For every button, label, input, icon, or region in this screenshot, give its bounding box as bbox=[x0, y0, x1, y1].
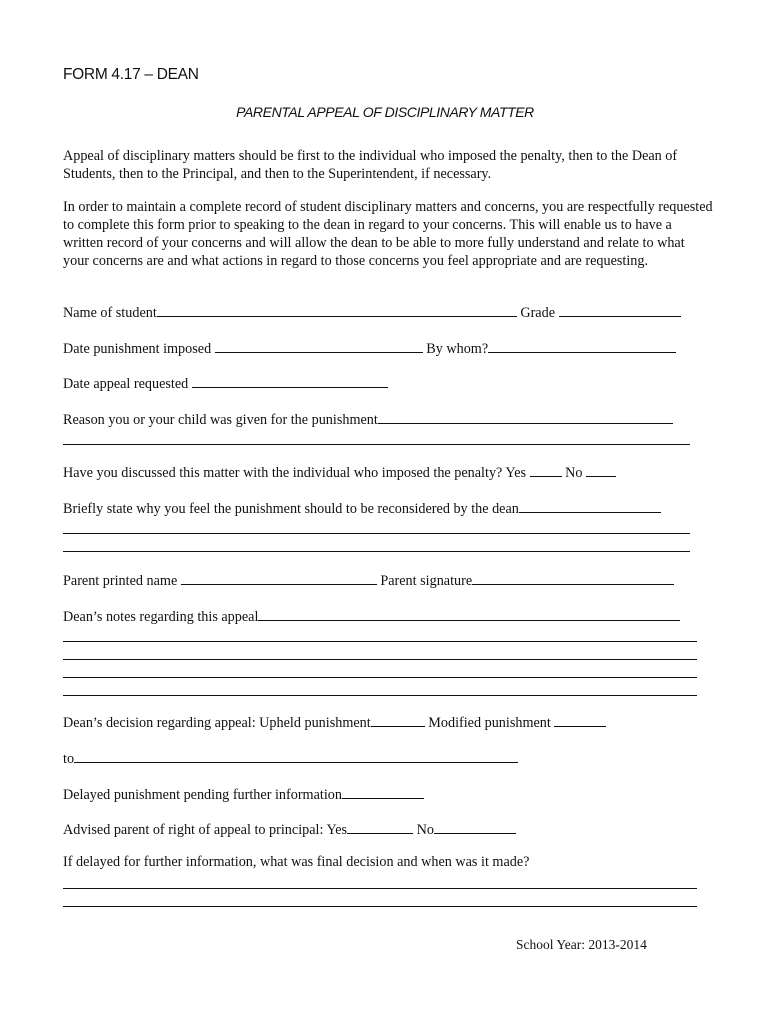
student-name-row bbox=[63, 304, 681, 322]
reason-row bbox=[63, 411, 673, 429]
student-name-label: Name of student bbox=[63, 305, 157, 321]
intro-paragraph-1: Appeal of disciplinary matters should be first to the individual who imposed the penalty, then to the Dean of Students, then to the Principal, and then to the Superintendent, if necessary. bbox=[63, 148, 678, 182]
upheld-field[interactable] bbox=[371, 714, 425, 727]
grade-label: Grade bbox=[520, 305, 555, 321]
advised-no-label: No bbox=[416, 822, 434, 838]
delayed-row bbox=[63, 786, 424, 804]
parent-name-field[interactable] bbox=[181, 572, 377, 585]
by-whom-field[interactable] bbox=[488, 340, 676, 353]
parent-row bbox=[63, 572, 674, 590]
date-punishment-row bbox=[63, 340, 676, 358]
advised-label: Advised parent of right of appeal to principal: Yes bbox=[63, 822, 348, 838]
dean-notes-field[interactable] bbox=[258, 608, 680, 621]
dean-notes-line-3[interactable] bbox=[63, 677, 697, 678]
discussed-row bbox=[63, 464, 616, 482]
advised-no-field[interactable] bbox=[434, 821, 516, 834]
reason-field[interactable] bbox=[378, 411, 673, 424]
modified-label: Modified punishment bbox=[428, 715, 551, 731]
discussed-yes-label: Yes bbox=[505, 465, 527, 481]
reason-label: Reason you or your child was given for the punishment bbox=[63, 412, 378, 428]
grade-field[interactable] bbox=[559, 304, 681, 317]
to-field[interactable] bbox=[74, 750, 518, 763]
briefly-field[interactable] bbox=[519, 500, 661, 513]
discussed-label: Have you discussed this matter with the individual who imposed the penalty? bbox=[63, 465, 503, 481]
date-punishment-field[interactable] bbox=[215, 340, 423, 353]
by-whom-label: By whom? bbox=[426, 341, 489, 357]
delayed-field[interactable] bbox=[342, 786, 424, 799]
discussed-yes-field[interactable] bbox=[530, 464, 562, 477]
final-decision-line-1[interactable] bbox=[63, 888, 697, 889]
school-year: School Year: 2013-2014 bbox=[516, 937, 647, 952]
final-decision-row bbox=[63, 853, 529, 871]
date-punishment-label: Date punishment imposed bbox=[63, 341, 212, 357]
advised-yes-field[interactable] bbox=[347, 821, 413, 834]
dean-notes-row bbox=[63, 608, 680, 626]
to-label: to bbox=[63, 751, 75, 767]
date-appeal-row bbox=[63, 375, 388, 393]
intro-paragraph-2: In order to maintain a complete record of student disciplinary matters and concerns, you are respectfully requested to complete this form prior to speaking to the dean in regard to your concerns. This will enable us to have a written record of your concerns and will allow the dean to be able to more fully understand and relate to what your concerns are and what actions in regard to those concerns you feel appropriate and are requesting. bbox=[63, 199, 713, 269]
advised-row bbox=[63, 821, 516, 839]
reason-extra-line[interactable] bbox=[63, 444, 690, 445]
dean-notes-label: Dean’s notes regarding this appeal bbox=[63, 609, 259, 625]
dean-notes-line-4[interactable] bbox=[63, 695, 697, 696]
discussed-no-field[interactable] bbox=[586, 464, 616, 477]
parent-signature-label: Parent signature bbox=[380, 573, 473, 589]
discussed-no-label: No bbox=[565, 465, 583, 481]
date-appeal-field[interactable] bbox=[192, 375, 388, 388]
date-appeal-label: Date appeal requested bbox=[63, 376, 189, 392]
parent-signature-field[interactable] bbox=[472, 572, 674, 585]
modified-field[interactable] bbox=[554, 714, 606, 727]
decision-label: Dean’s decision regarding appeal: Upheld punishment bbox=[63, 715, 371, 731]
final-decision-label: If delayed for further information, what was final decision and when was it made? bbox=[63, 854, 530, 870]
decision-row bbox=[63, 714, 606, 732]
final-decision-line-2[interactable] bbox=[63, 906, 697, 907]
briefly-extra-line-2[interactable] bbox=[63, 551, 690, 552]
dean-notes-line-1[interactable] bbox=[63, 641, 697, 642]
briefly-label: Briefly state why you feel the punishment should to be reconsidered by the dean bbox=[63, 501, 519, 517]
student-name-field[interactable] bbox=[157, 304, 517, 317]
form-title: PARENTAL APPEAL OF DISCIPLINARY MATTER bbox=[236, 104, 534, 120]
to-row bbox=[63, 750, 518, 768]
form-id: FORM 4.17 – DEAN bbox=[63, 66, 199, 83]
dean-notes-line-2[interactable] bbox=[63, 659, 697, 660]
briefly-row bbox=[63, 500, 661, 518]
parent-name-label: Parent printed name bbox=[63, 573, 178, 589]
delayed-label: Delayed punishment pending further information bbox=[63, 787, 342, 803]
briefly-extra-line-1[interactable] bbox=[63, 533, 690, 534]
